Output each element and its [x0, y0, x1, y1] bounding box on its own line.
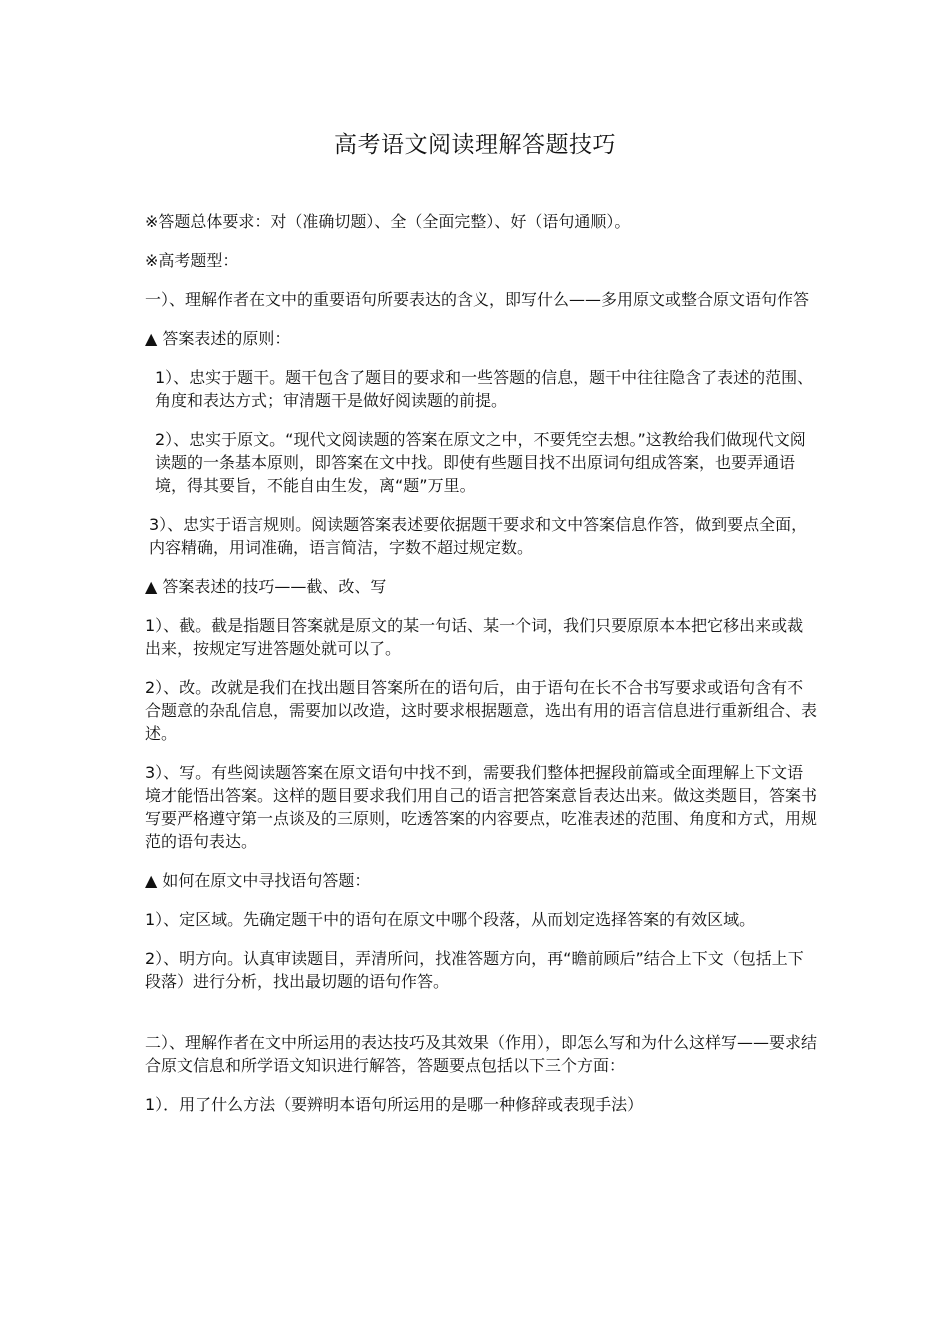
paragraph-question-types: ※高考题型：: [145, 251, 239, 270]
paragraph-technique-cut: 1）、截。截是指题目答案就是原文的某一句话、某一个词，我们只要原原本本把它移出来或裁出来，按规定写进答题处就可以了。: [145, 616, 804, 658]
paragraph-technique-write: 3）、写。有些阅读题答案在原文语句中找不到，需要我们整体把握段前篇或全面理解上下文语境才能悟出答案。这样的题目要求我们用自己的语言把答案意旨表达出来。做这类题目，答案书写要严格遵守第一点谈及的三原则，吃透答案的内容要点，吃准表述的范围、角度和方式，用规范的语句表达。: [145, 763, 818, 851]
paragraph-locate-area: 1）、定区域。先确定题干中的语句在原文中哪个段落，从而划定选择答案的有效区域。: [145, 910, 756, 929]
subheading-find-sentences: ▲ 如何在原文中寻找语句答题：: [145, 871, 371, 890]
document-body: [145, 210, 817, 1132]
paragraph-principle-2: 2）、忠实于原文。“现代文阅读题的答案在原文之中，不要凭空去想。”这教给我们做现代文阅读题的一条基本原则，即答案在文中找。即使有些题目找不出原词句组成答案，也要弄通语境，得其要旨，不能自由生发，离“题”万里。: [155, 430, 806, 495]
paragraph-principle-1: 1）、忠实于题干。题干包含了题目的要求和一些答题的信息，题干中往往隐含了表述的范围、角度和表达方式；审清题干是做好阅读题的前提。: [155, 368, 814, 410]
subheading-answer-techniques: ▲ 答案表述的技巧——截、改、写: [145, 577, 387, 596]
paragraph-general-requirement: ※答题总体要求：对（准确切题）、全（全面完整）、好（语句通顺）。: [145, 212, 631, 231]
paragraph-clarify-direction: 2）、明方向。认真审读题目，弄清所问，找准答题方向，再“瞻前顾后”结合上下文（包括上下段落）进行分析，找出最切题的语句作答。: [145, 949, 804, 991]
paragraph-technique-modify: 2）、改。改就是我们在找出题目答案所在的语句后，由于语句在长不合书写要求或语句含有不合题意的杂乱信息，需要加以改造，这时要求根据题意，选出有用的语言信息进行重新组合、表述。: [145, 678, 818, 743]
section-heading-two: 二）、理解作者在文中所运用的表达技巧及其效果（作用），即怎么写和为什么这样写——要求结合原文信息和所学语文知识进行解答，答题要点包括以下三个方面：: [145, 1033, 818, 1075]
section-heading-one: 一）、理解作者在文中的重要语句所要表达的含义，即写什么——多用原文或整合原文语句作答: [145, 290, 810, 309]
document-title: 高考语文阅读理解答题技巧: [334, 132, 616, 158]
paragraph-method-used: 1）．用了什么方法（要辨明本语句所运用的是哪一种修辞或表现手法）: [145, 1095, 644, 1114]
subheading-answer-principles: ▲ 答案表述的原则：: [145, 329, 291, 348]
paragraph-principle-3: 3）、忠实于语言规则。阅读题答案表述要依据题干要求和文中答案信息作答，做到要点全面，内容精确，用词准确，语言简洁，字数不超过规定数。: [149, 515, 808, 557]
